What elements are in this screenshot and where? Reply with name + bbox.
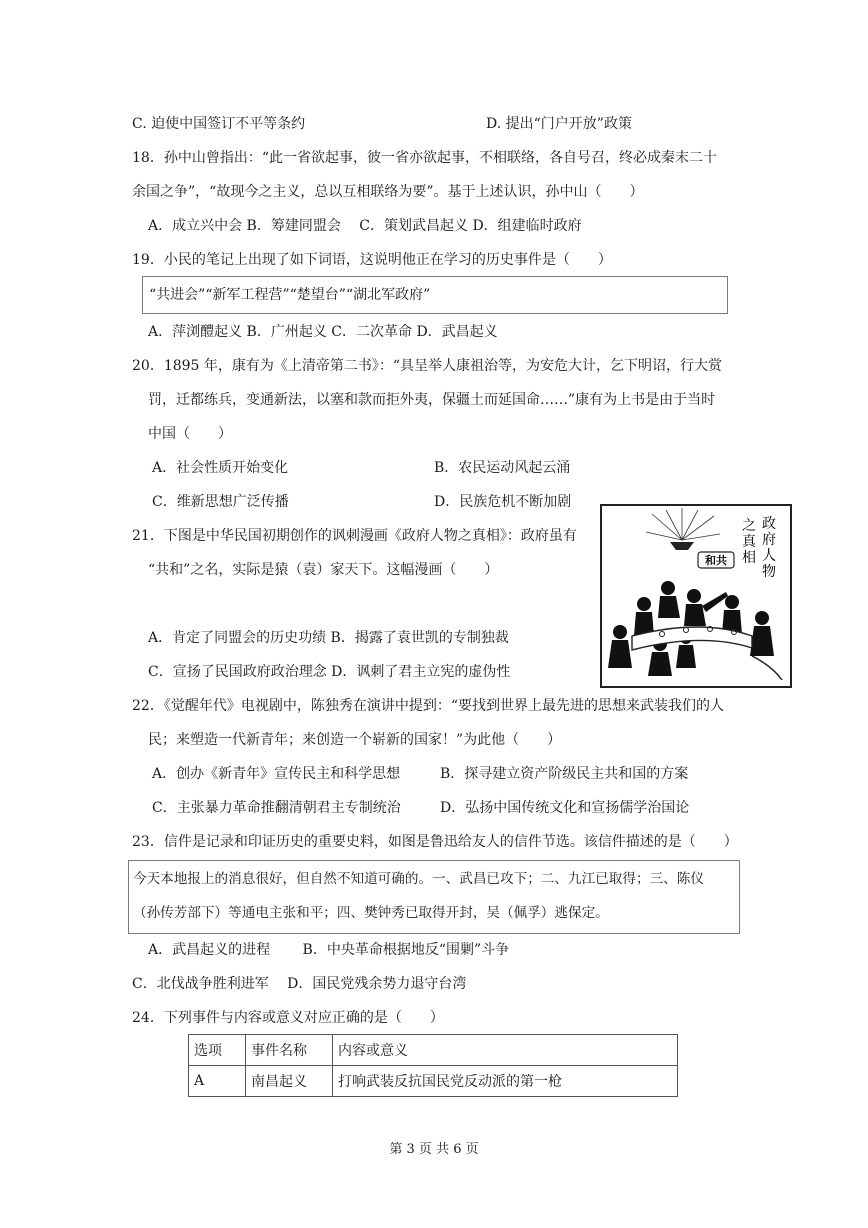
q18-options: A．成立兴中会 B．筹建同盟会 C．策划武昌起义 D．组建临时政府 (148, 218, 582, 234)
cartoon-illustration (602, 506, 790, 686)
q20-stem-line1: 20．1895 年，康有为《上清帝第二书》：“具呈举人康祖治等，为安危大计，乞下明诏，行大赏 (132, 358, 723, 374)
cartoon-title (742, 516, 780, 580)
q20-option-a: A．社会性质开始变化 (152, 460, 289, 476)
table-header-cell: 选项 (189, 1035, 246, 1066)
q21-options-cd: C．宣扬了民国政府政治理念 D．讽刺了君主立宪的虚伪性 (148, 664, 511, 680)
q17-option-c: C. 迫使中国签订不平等条约 (132, 116, 306, 132)
chandelier (670, 542, 694, 550)
q23-options-cd: C．北伐战争胜利进军 D．国民党残余势力退守台湾 (132, 976, 467, 992)
cartoon-title-ch5: 之 (742, 518, 756, 534)
table-header-row (189, 1035, 678, 1066)
q19-stem: 19．小民的笔记上出现了如下词语，这说明他正在学习的历史事件是（ ） (132, 252, 612, 268)
table-cell: A (189, 1066, 246, 1097)
q22-option-a: A．创办《新青年》宣传民主和科学思想 (152, 766, 401, 782)
q21-stem-line2: “共和”之名，实际是猿（袁）家天下。这幅漫画（ ） (148, 562, 499, 578)
cartoon-title-ch3: 人 (762, 548, 776, 564)
satirical-cartoon (600, 504, 792, 688)
cartoon-title-ch7: 相 (742, 550, 756, 566)
q18-stem-line1: 18．孙中山曾指出：“此一省欲起事，彼一省亦欲起事，不相联络，各自号召，终必成秦末二十 (132, 150, 717, 166)
q19-options: A．萍浏醴起义 B．广州起义 C．二次革命 D．武昌起义 (148, 324, 498, 340)
q19-material-box (142, 276, 728, 314)
table-cell: 南昌起义 (246, 1066, 333, 1097)
q23-letter-box (128, 860, 740, 934)
cartoon-sign-text: 和共 (705, 554, 727, 567)
q22-option-c: C．主张暴力革命推翻清朝君主专制统治 (152, 800, 401, 816)
q23-letter-line1: 今天本地报上的消息很好，但自然不知道可确的。一、武昌已攻下；二、九江已取得；三、陈仪 (133, 871, 704, 887)
q18-stem-line2: 余国之争”，“故现今之主义，总以互相联络为要”。基于上述认识，孙中山（ ） (132, 184, 644, 200)
cartoon-title-ch6: 真 (742, 534, 756, 550)
cartoon-title-ch1: 政 (762, 516, 776, 532)
q24-table (188, 1034, 678, 1097)
q17-option-d: D. 提出“门户开放”政策 (486, 116, 632, 132)
cartoon-title-ch2: 府 (762, 532, 776, 548)
q20-stem-line3: 中国（ ） (148, 426, 232, 442)
q21-options-ab: A．肯定了同盟会的历史功绩 B．揭露了袁世凯的专制独裁 (148, 630, 509, 646)
q23-options-ab: A．武昌起义的进程 B．中央革命根据地反“围剿”斗争 (148, 942, 510, 958)
q23-letter-line2: （孙传芳部下）等通电主张和平；四、樊钟秀已取得开封，吴（佩孚）逃保定。 (133, 905, 609, 921)
tail-curve (752, 656, 782, 680)
q22-option-b: B．探寻建立资产阶级民主共和国的方案 (440, 766, 689, 782)
q20-option-b: B．农民运动风起云涌 (434, 460, 571, 476)
q21-stem-line1: 21．下图是中华民国初期创作的讽刺漫画《政府人物之真相》：政府虽有 (132, 528, 577, 544)
chandelier-rays (646, 508, 720, 540)
cartoon-title-ch4: 物 (762, 564, 776, 580)
q22-stem-line2: 民；来塑造一代新青年；来创造一个崭新的国家！”为此他（ ） (148, 732, 562, 748)
q19-material-text: “共进会”“新军工程营”“楚望台”“湖北军政府” (149, 287, 431, 303)
table-cell: 打响武装反抗国民党反动派的第一枪 (333, 1066, 678, 1097)
q22-stem-line1: 22．《觉醒年代》电视剧中，陈独秀在演讲中提到：“要找到世界上最先进的思想来武装我们的人 (132, 698, 724, 714)
q20-option-d: D．民族危机不断加剧 (434, 494, 572, 510)
table-header-cell: 事件名称 (246, 1035, 333, 1066)
q22-option-d: D．弘扬中国传统文化和宣扬儒学治国论 (440, 800, 690, 816)
q24-stem: 24．下列事件与内容或意义对应正确的是（ ） (132, 1010, 444, 1026)
table-header-cell: 内容或意义 (333, 1035, 678, 1066)
q23-stem: 23．信件是记录和印证历史的重要史料，如图是鲁迅给友人的信件节选。该信件描述的是（ ） (132, 834, 738, 850)
q20-option-c: C．维新思想广泛传播 (152, 494, 289, 510)
q20-stem-line2: 罚，迁都练兵，变通新法，以塞和款而拒外夷，保疆土而延国命……”康有为上书是由于当时 (148, 392, 716, 408)
table-row (189, 1066, 678, 1097)
page-footer: 第 3 页 共 6 页 (389, 1142, 479, 1157)
